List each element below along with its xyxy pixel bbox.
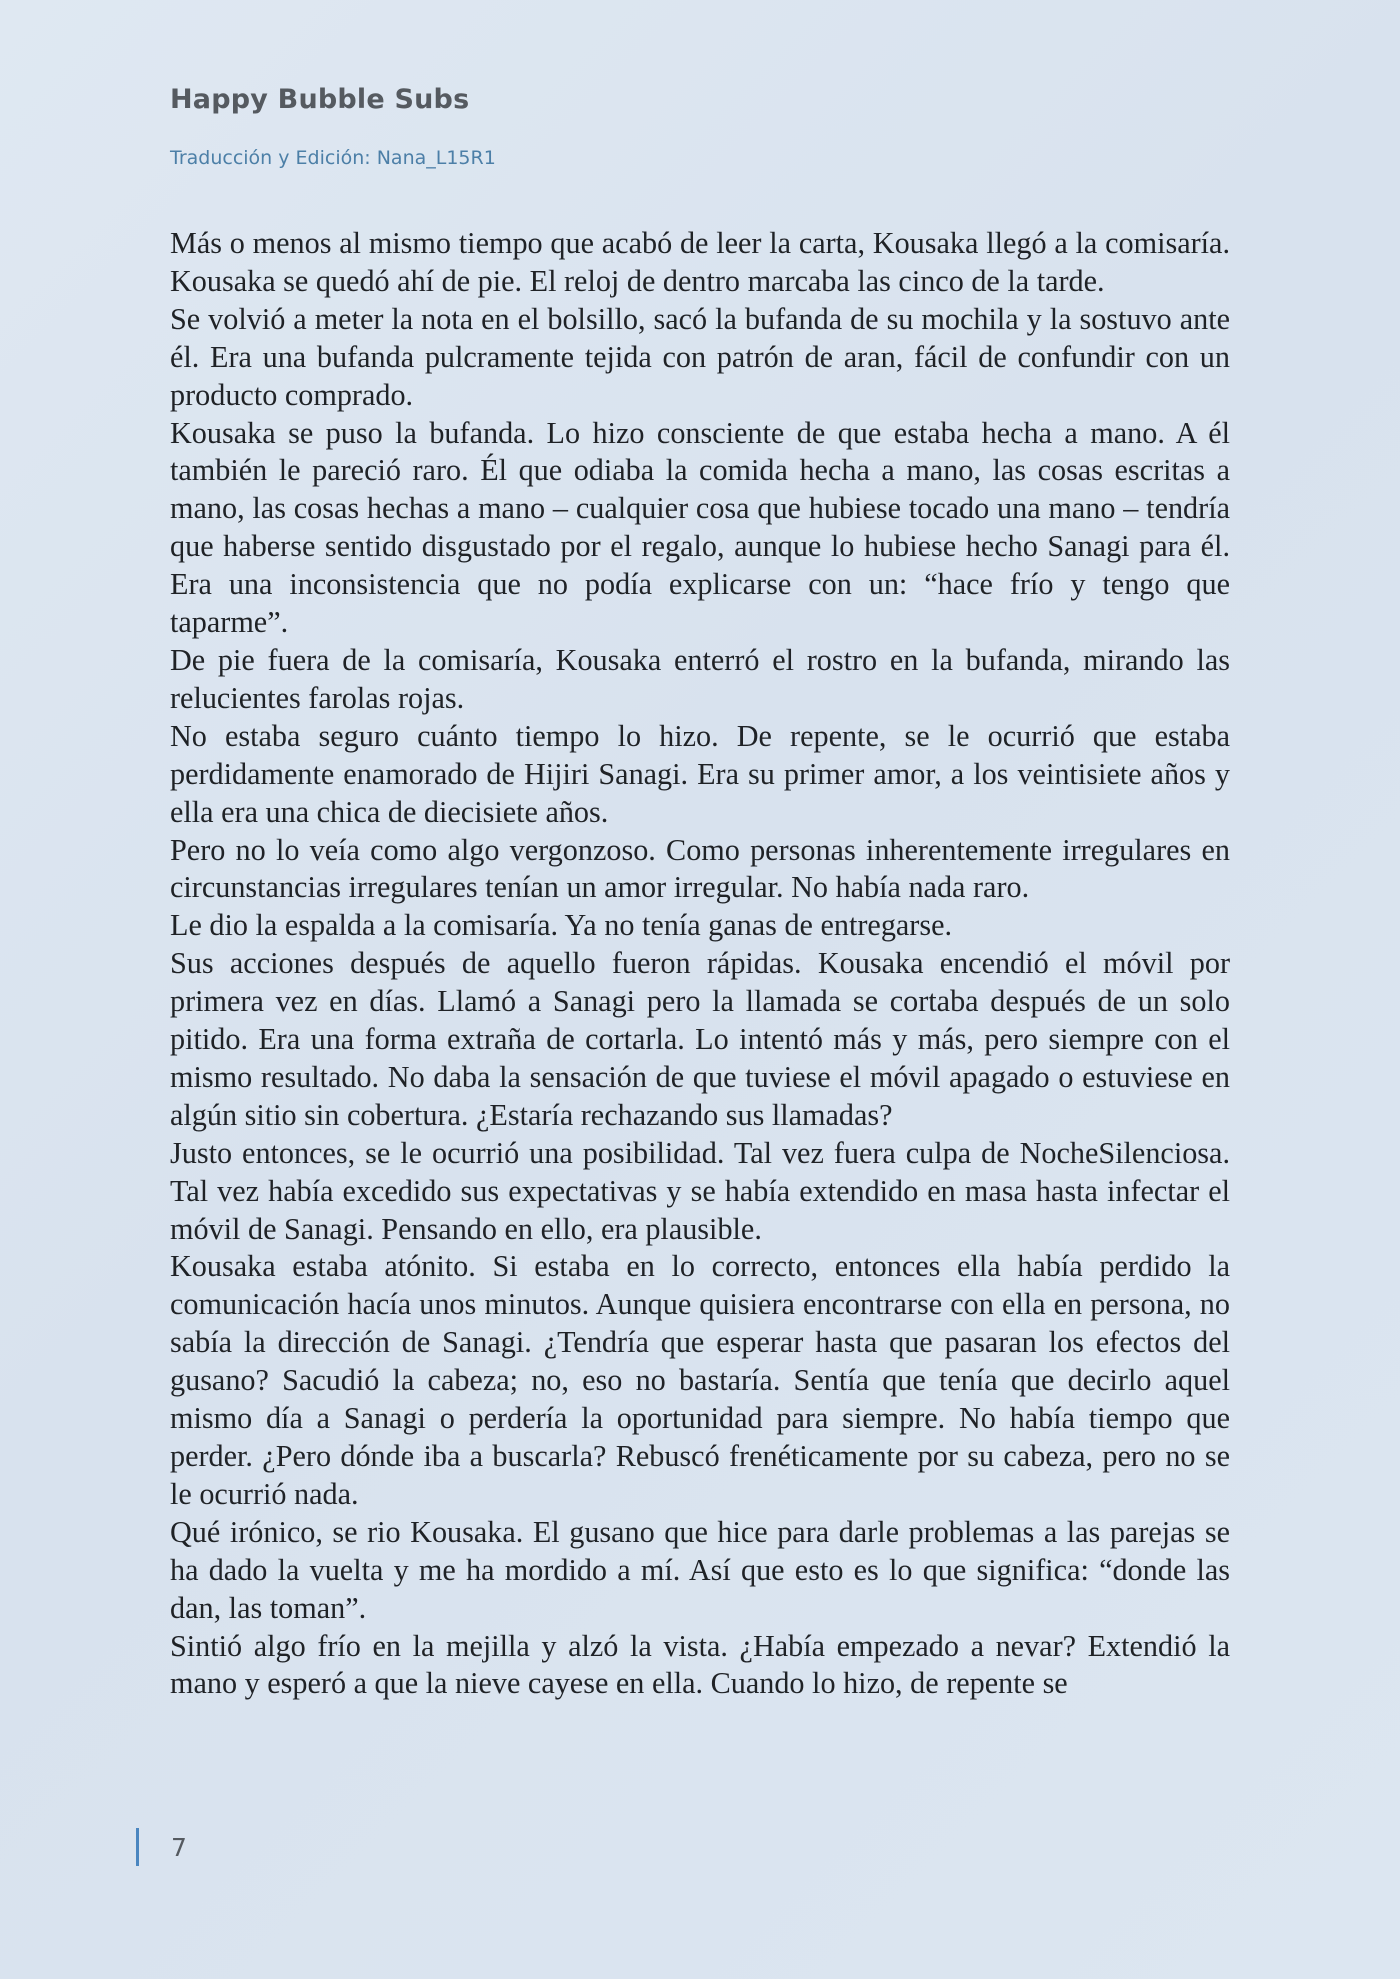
header-credit: Traducción y Edición: Nana_L15R1 (170, 147, 496, 169)
paragraph: Pero no lo veía como algo vergonzoso. Como personas inherentemente irregulares en circunstancias irregulares tenían un amor irregular. No había nada raro. (170, 832, 1230, 905)
paragraph: Sus acciones después de aquello fueron rápidas. Kousaka encendió el móvil por primera vez en días. Llamó a Sanagi pero la llamada se cortaba después de un solo pitido. Era una forma extraña de cortarla. Lo intentó más y más, pero siempre con el mismo resultado. No daba la sensación de que tuviese el móvil apagado o estuviese en algún sitio sin cobertura. ¿Estaría rechazando sus llamadas? (170, 946, 1230, 1132)
paragraph: Se volvió a meter la nota en el bolsillo, sacó la bufanda de su mochila y la sostuvo ante él. Era una bufanda pulcramente tejida con patrón de aran, fácil de confundir con un producto comprado. (170, 301, 1230, 412)
paragraph: Kousaka se puso la bufanda. Lo hizo consciente de que estaba hecha a mano. A él también le pareció raro. Él que odiaba la comida hecha a mano, las cosas escritas a mano, las cosas hechas a mano – cualquier cosa que hubiese tocado una mano – tendría que haberse sentido disgustado por el regalo, aunque lo hubiese hecho Sanagi para él. Era una inconsistencia que no podía explicarse con un: “hace frío y tengo que taparme”. (170, 415, 1230, 640)
page-footer (136, 1828, 187, 1866)
paragraph: Más o menos al mismo tiempo que acabó de leer la carta, Kousaka llegó a la comisaría. Kousaka se quedó ahí de pie. El reloj de dentro marcaba las cinco de la tarde. (170, 226, 1230, 298)
paragraph: Le dio la espalda a la comisaría. Ya no tenía ganas de entregarse. (170, 908, 953, 943)
page-number: 7 (171, 1832, 187, 1862)
footer-accent-bar (136, 1828, 139, 1866)
paragraph: Qué irónico, se rio Kousaka. El gusano que hice para darle problemas a las parejas se ha dado la vuelta y me ha mordido a mí. Así que esto es lo que significa: “donde las dan, las toman”. (170, 1514, 1230, 1625)
body-text (170, 225, 1230, 1703)
paragraph: De pie fuera de la comisaría, Kousaka enterró el rostro en la bufanda, mirando las relucientes farolas rojas. (170, 642, 1230, 715)
paragraph: No estaba seguro cuánto tiempo lo hizo. De repente, se le ocurrió que estaba perdidamente enamorado de Hijiri Sanagi. Era su primer amor, a los veintisiete años y ella era una chica de diecisiete años. (170, 718, 1230, 829)
header-title: Happy Bubble Subs (170, 84, 470, 115)
paragraph: Justo entonces, se le ocurrió una posibilidad. Tal vez fuera culpa de NocheSilenciosa. Tal vez había excedido sus expectativas y se había extendido en masa hasta infectar el móvil de Sanagi. Pensando en ello, era plausible. (170, 1135, 1230, 1246)
paragraph: Sintió algo frío en la mejilla y alzó la vista. ¿Había empezado a nevar? Extendió la mano y esperó a que la nieve cayese en ella. Cuando lo hizo, de repente se (170, 1628, 1230, 1701)
paragraph: Kousaka estaba atónito. Si estaba en lo correcto, entonces ella había perdido la comunicación hacía unos minutos. Aunque quisiera encontrarse con ella en persona, no sabía la dirección de Sanagi. ¿Tendría que esperar hasta que pasaran los efectos del gusano? Sacudió la cabeza; no, eso no bastaría. Sentía que tenía que decirlo aquel mismo día a Sanagi o perdería la oportunidad para siempre. No había tiempo que perder. ¿Pero dónde iba a buscarla? Rebuscó frenéticamente por su cabeza, pero no se le ocurrió nada. (170, 1249, 1230, 1511)
